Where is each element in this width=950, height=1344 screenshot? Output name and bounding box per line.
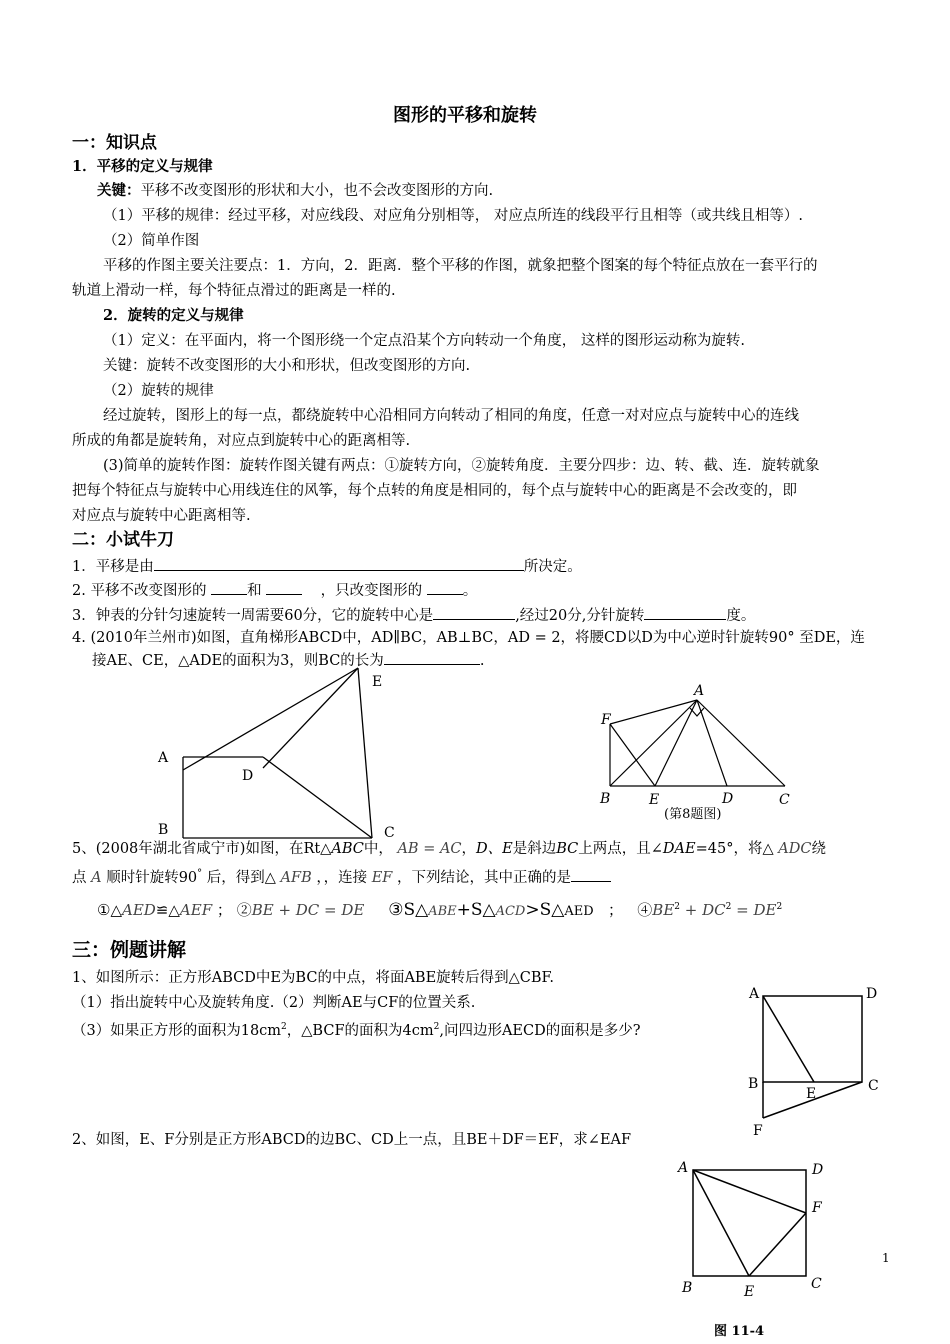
page-title: 图形的平移和旋转	[393, 105, 537, 126]
label-c: C	[868, 1078, 879, 1094]
label-b: B	[600, 791, 611, 807]
subheading-rotation: 2．旋转的定义与规律	[103, 307, 244, 324]
rotation-definition: （1）定义：在平面内，将一个图形绕一个定点沿某个方向转动一个角度， 这样的图形运动称为旋转.	[103, 333, 745, 349]
page-number: 1	[882, 1251, 890, 1265]
label-b: B	[748, 1076, 759, 1092]
rotation-key: 关键：旋转不改变图形的大小和形状，但改变图形的方向.	[103, 358, 471, 374]
translation-paragraph-line: 平移的作图主要关注要点：1．方向，2．距离．整个平移的作图，就象把整个图案的每个特征点放在一套平行的	[103, 258, 818, 274]
label-b: B	[158, 822, 169, 838]
example-2: 2、如图，E、F分别是正方形ABCD的边BC、CD上一点，且BE＋DF＝EF，求∠EAF	[72, 1132, 632, 1148]
question-4-line: 接AE、CE，△ADE的面积为3，则BC的长为 .	[92, 650, 484, 671]
rotation-rule: （2）旋转的规律	[103, 383, 214, 399]
example-1-line: （3）如果正方形的面积为$18cm^2$，△BCF的面积为$4cm^2$,问四边形AECD的面积是多少?	[72, 1022, 641, 1039]
question-4-line: 4. (2010年兰州市)如图，直角梯形ABCD中，AD∥BC，AB⊥BC，AD = 2，将腰CD以D为中心逆时针旋转90° 至DE，连	[72, 630, 865, 646]
label-d: D	[242, 768, 254, 784]
subheading-translation: 1．平移的定义与规律	[72, 158, 213, 175]
rotation-paragraph-line: 经过旋转，图形上的每一点，都绕旋转中心沿相同方向转动了相同的角度，任意一对对应点与旋转中心的连线	[103, 408, 799, 424]
translation-paragraph-line: 轨道上滑动一样，每个特征点滑过的距离是一样的.	[72, 283, 396, 299]
square-figure-2	[693, 1170, 806, 1276]
rotation-drawing-line: 把每个特征点与旋转中心用线连住的风筝，每个点转的角度是相同的，每个点与旋转中心的距离是不会改变的，即	[72, 483, 797, 499]
segment-de	[263, 668, 358, 768]
label-a: A	[694, 683, 705, 699]
label-a: A	[678, 1160, 689, 1176]
label-c: C	[384, 825, 395, 841]
label-d: D	[812, 1162, 824, 1178]
label-d: D	[866, 986, 878, 1002]
question-2: 2. 平移不改变图形的 和 ，只改变图形的 。	[72, 580, 477, 601]
label-f: F	[812, 1200, 822, 1216]
answer-blank[interactable]	[571, 867, 611, 882]
label-e: E	[744, 1284, 755, 1300]
segment-ec	[358, 668, 372, 838]
example-1-line: （1）指出旋转中心及旋转角度.（2）判断AE与CF的位置关系.	[72, 995, 476, 1011]
label-e: E	[649, 792, 660, 808]
figure-8-caption: (第8题图)	[664, 807, 722, 822]
section-heading-practice: 二：小试牛刀	[72, 530, 174, 550]
figure-caption: 图 11-4	[714, 1324, 765, 1339]
triangle-figure-8	[610, 700, 785, 786]
question-5-line: 5、(2008年湖北省咸宁市)如图，在Rt△ABC中， AB = AC，D、E是斜边BC上两点，且∠DAE=45°，将△ ADC绕	[72, 841, 826, 857]
label-f: F	[753, 1123, 763, 1139]
translation-rule: （1）平移的规律：经过平移，对应线段、对应角分别相等， 对应点所连的线段平行且相等（或共线且相等）.	[103, 208, 803, 224]
key-label: 关键：	[97, 182, 141, 199]
trapezoid-figure	[183, 668, 372, 838]
segment-dc	[263, 757, 372, 838]
rotation-drawing-line: 对应点与旋转中心距离相等.	[72, 508, 251, 524]
rotation-drawing-line: (3)简单的旋转作图：旋转作图关键有两点：①旋转方向，②旋转角度．主要分四步：边、转、截、连．旋转就象	[103, 458, 820, 474]
question-5-options: ①△AED≌△AEF ； ②BE + DC = DE ③S△ABE+S△ACD>S△AED ； $④BE^2 + DC^2 = DE^2$	[97, 900, 783, 920]
segment-ae	[183, 668, 358, 770]
key-text: 平移不改变图形的形状和大小，也不会改变图形的方向.	[140, 183, 494, 199]
question-5-line: 点 A 顺时针旋转90° 后，得到△ AFB ，，连接 EF ，下列结论，其中正确的是	[72, 864, 611, 888]
label-a: A	[158, 750, 169, 766]
label-c: C	[811, 1276, 822, 1292]
label-b: B	[682, 1280, 693, 1296]
label-e: E	[372, 674, 383, 690]
rotation-paragraph-line: 所成的角都是旋转角，对应点到旋转中心的距离相等.	[72, 433, 411, 449]
section-heading-knowledge: 一：知识点	[72, 133, 157, 153]
label-c: C	[779, 792, 790, 808]
question-1: 1．平移是由 所决定。	[72, 556, 582, 577]
label-a: A	[749, 986, 760, 1002]
label-f: F	[601, 712, 611, 728]
label-d: D	[722, 791, 734, 807]
example-1-line: 1、如图所示：正方形ABCD中E为BC的中点，将面ABE旋转后得到△CBF.	[72, 970, 554, 986]
question-3: 3．钟表的分针匀速旋转一周需要60分，它的旋转中心是 ,经过20分,分针旋转 度。	[72, 605, 755, 626]
simple-drawing: （2）简单作图	[103, 233, 200, 249]
label-e: E	[806, 1086, 817, 1102]
section-heading-examples: 三：例题讲解	[72, 939, 187, 961]
